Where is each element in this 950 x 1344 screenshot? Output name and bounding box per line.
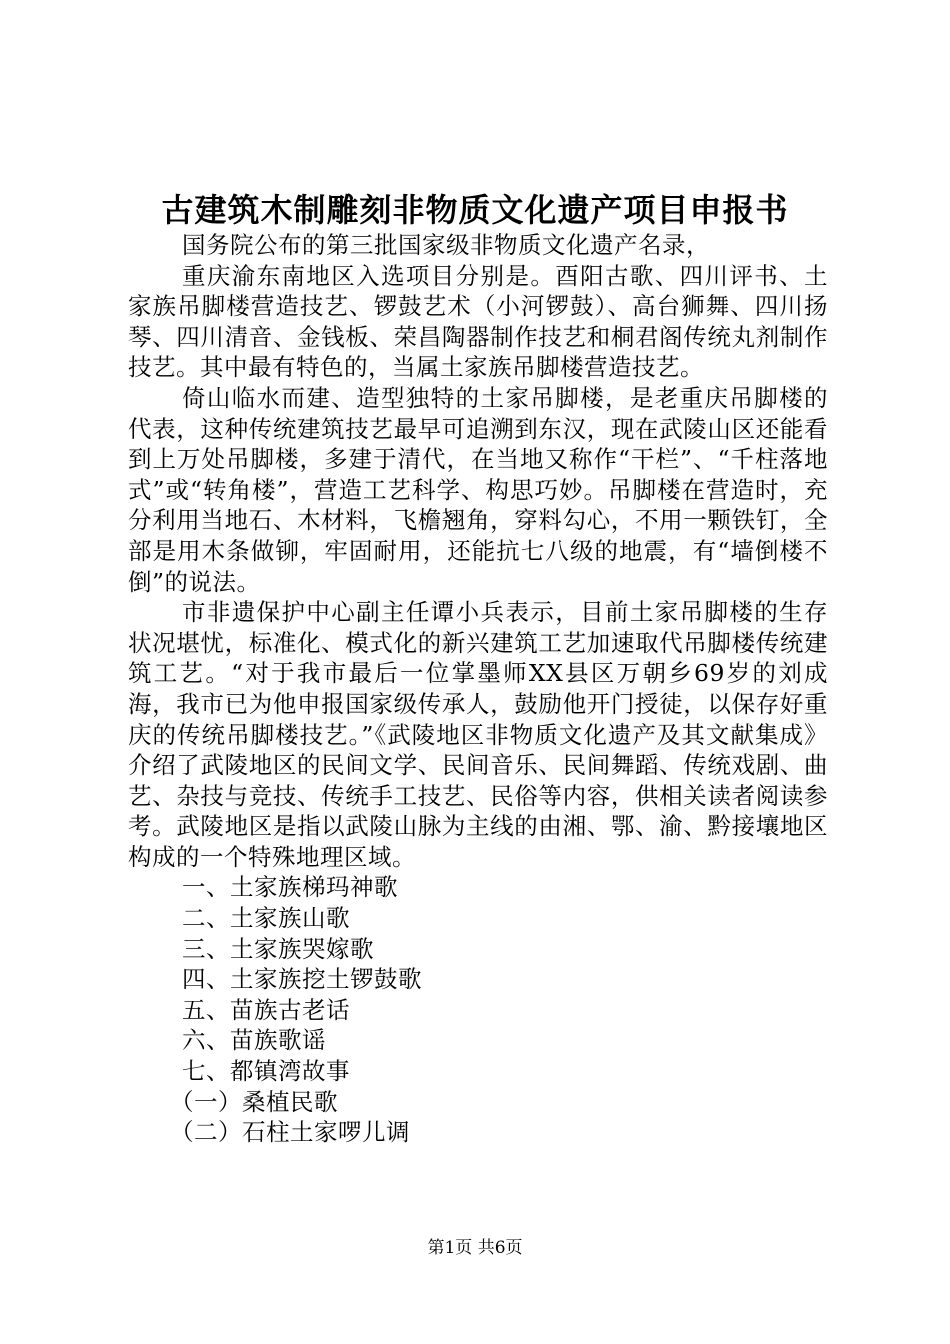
paragraph: 国务院公布的第三批国家级非物质文化遗产名录，: [182, 231, 710, 259]
list-item: 七、都镇湾故事: [182, 1057, 350, 1086]
paragraph: 重庆渝东南地区入选项目分别是。酉阳古歌、四川评书、土家族吊脚楼营造技艺、锣鼓艺术（小河锣鼓）、高台狮舞、四川扬琴、四川清音、金钱板、荣昌陶器制作技艺和桐君阁传统丸剂制作技艺。其中最有特色的，当属土家族吊脚楼营造技艺。: [128, 261, 828, 382]
sub-list-item: （二）石柱土家啰儿调: [170, 1118, 410, 1147]
paragraph: 倚山临水而建、造型独特的土家吊脚楼，是老重庆吊脚楼的代表，这种传统建筑技艺最早可追溯到东汉，现在武陵山区还能看到上万处吊脚楼，多建于清代，在当地又称作“干栏”、“千柱落地式”或“转角楼”，营造工艺科学、构思巧妙。吊脚楼在营造时，充分利用当地石、木材料，飞檐翘角，穿料勾心，不用一颗铁钉，全部是用木条做铆，牢固耐用，还能抗七八级的地震，有“墙倒楼不倒”的说法。: [128, 383, 828, 596]
list-item: 六、苗族歌谣: [182, 1026, 326, 1055]
page-number-footer: 第1页 共6页: [427, 1238, 523, 1258]
list-item: 四、土家族挖土锣鼓歌: [182, 965, 422, 994]
sub-list-item: （一）桑植民歌: [170, 1087, 338, 1116]
document-body: [128, 230, 828, 1148]
list-item: 二、土家族山歌: [182, 904, 350, 933]
list-item: 一、土家族梯玛神歌: [182, 873, 398, 902]
document-title: 古建筑木制雕刻非物质文化遗产项目申报书: [161, 191, 789, 229]
list-item: 三、土家族哭嫁歌: [182, 934, 374, 963]
paragraph: 市非遗保护中心副主任谭小兵表示，目前土家吊脚楼的生存状况堪忧，标准化、模式化的新兴建筑工艺加速取代吊脚楼传统建筑工艺。“对于我市最后一位掌墨师XX县区万朝乡69岁的刘成海，我市已为他申报国家级传承人，鼓励他开门授徒，以保存好重庆的传统吊脚楼技艺。”《武陵地区非物质文化遗产及其文献集成》介绍了武陵地区的民间文学、民间音乐、民间舞蹈、传统戏剧、曲艺、杂技与竞技、传统手工技艺、民俗等内容，供相关读者阅读参考。武陵地区是指以武陵山脉为主线的由湘、鄂、渝、黔接壤地区构成的一个特殊地理区域。: [128, 598, 828, 871]
list-item: 五、苗族古老话: [182, 995, 350, 1024]
